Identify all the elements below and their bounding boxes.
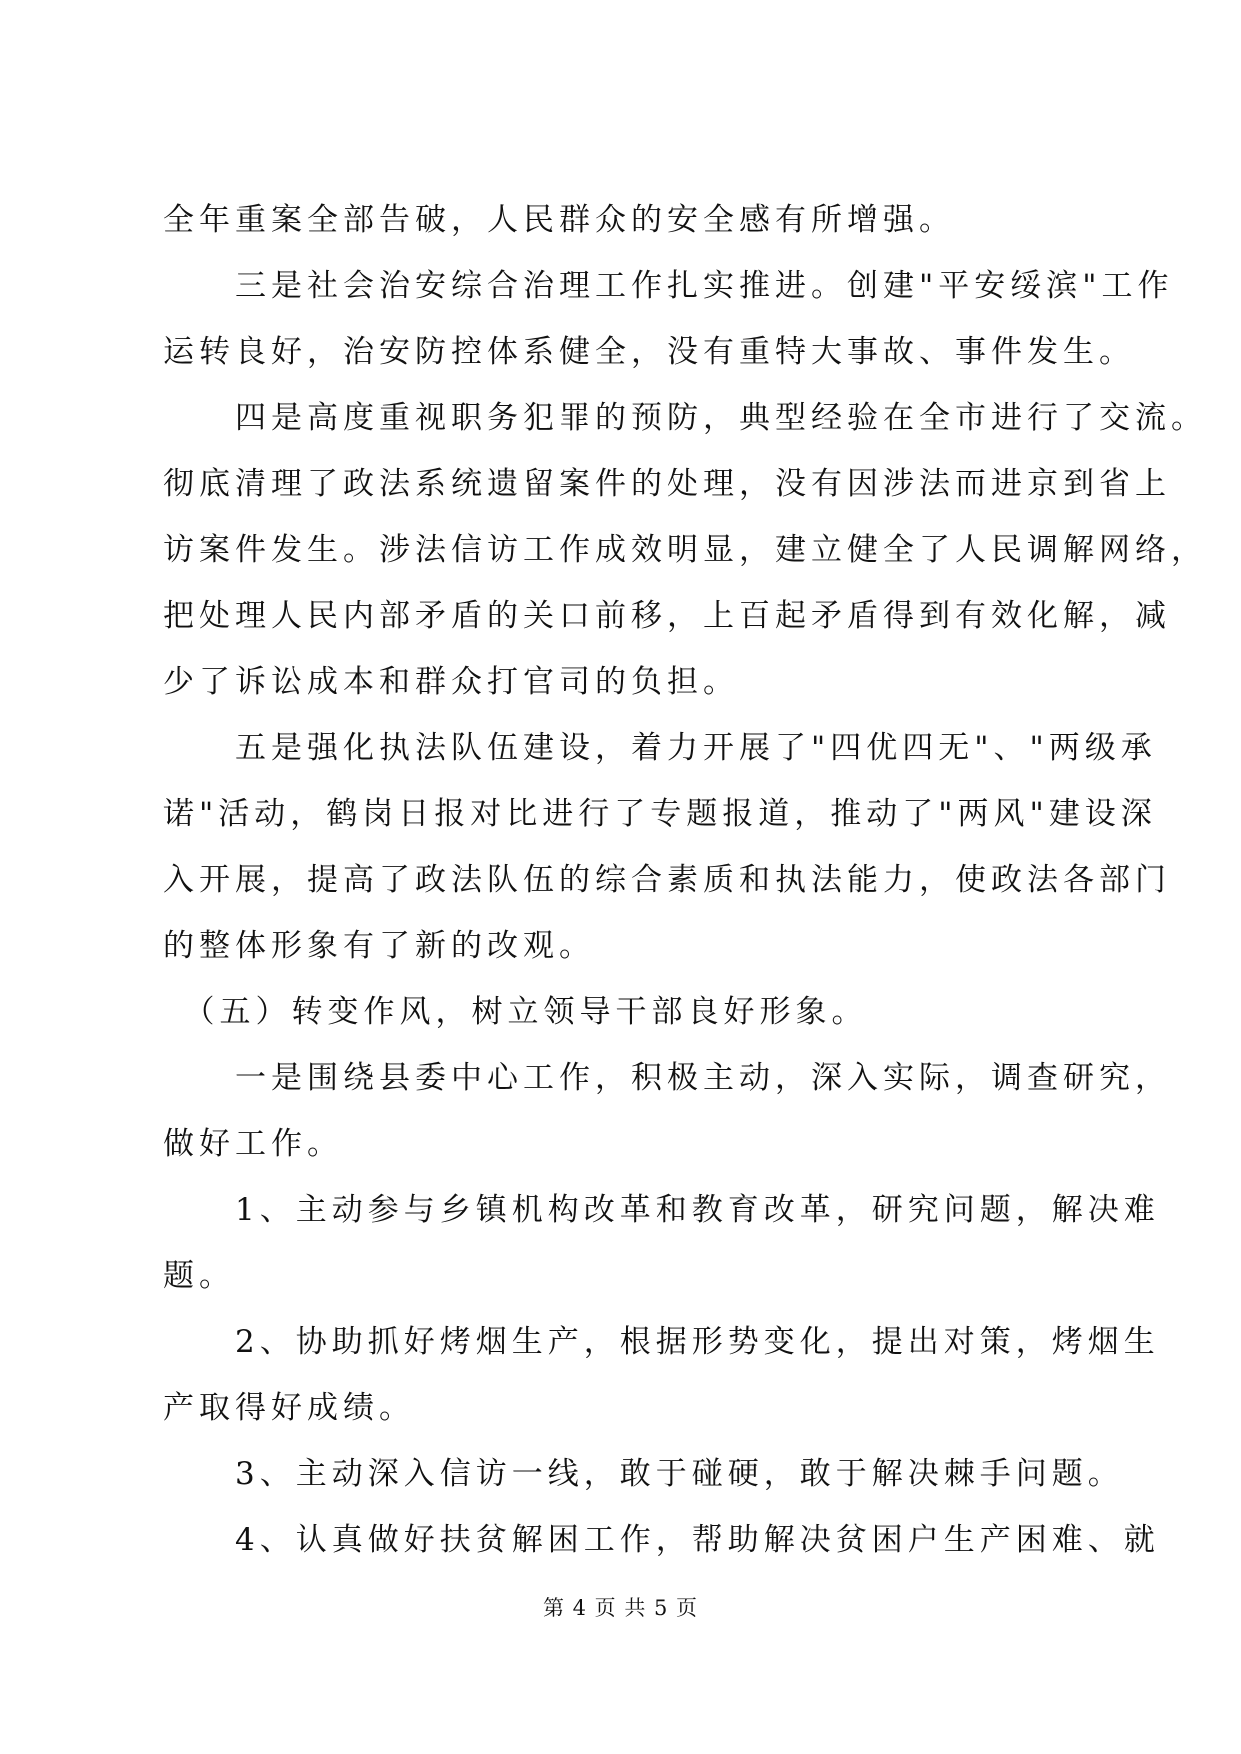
text-line: 运转良好，治安防控体系健全，没有重特大事故、事件发生。 [163,334,1135,370]
text-line: 的整体形象有了新的改观。 [163,928,595,964]
text-line: 入开展，提高了政法队伍的综合素质和执法能力，使政法各部门 [163,862,1171,898]
text-line: 三是社会治安综合治理工作扎实推进。创建"平安绥滨"工作 [163,268,1174,304]
text-line: 诺"活动，鹤岗日报对比进行了专题报道，推动了"两风"建设深 [163,796,1157,832]
text-line: 1、主动参与乡镇机构改革和教育改革，研究问题，解决难 [163,1192,1160,1228]
page-number-footer: 第 4 页 共 5 页 [542,1596,699,1620]
text-line: 全年重案全部告破，人民群众的安全感有所增强。 [163,202,955,238]
section-heading: （五）转变作风，树立领导干部良好形象。 [163,994,868,1030]
text-line: 产取得好成绩。 [163,1390,415,1426]
text-line: 3、主动深入信访一线，敢于碰硬，敢于解决棘手问题。 [163,1456,1124,1492]
text-line: 四是高度重视职务犯罪的预防，典型经验在全市进行了交流。 [163,400,1207,436]
text-line: 五是强化执法队伍建设，着力开展了"四优四无"、"两级承 [163,730,1157,766]
text-line: 少了诉讼成本和群众打官司的负担。 [163,664,739,700]
text-line: 2、协助抓好烤烟生产，根据形势变化，提出对策，烤烟生 [163,1324,1160,1360]
text-line: 彻底清理了政法系统遗留案件的处理，没有因涉法而进京到省上 [163,466,1171,502]
text-line: 把处理人民内部矛盾的关口前移，上百起矛盾得到有效化解，减 [163,598,1171,634]
text-line: 一是围绕县委中心工作，积极主动，深入实际，调查研究， [163,1060,1171,1096]
text-line: 访案件发生。涉法信访工作成效明显，建立健全了人民调解网络， [163,532,1207,568]
text-line: 4、认真做好扶贫解困工作，帮助解决贫困户生产困难、就 [163,1522,1160,1558]
text-line: 题。 [163,1258,235,1294]
text-line: 做好工作。 [163,1126,343,1162]
